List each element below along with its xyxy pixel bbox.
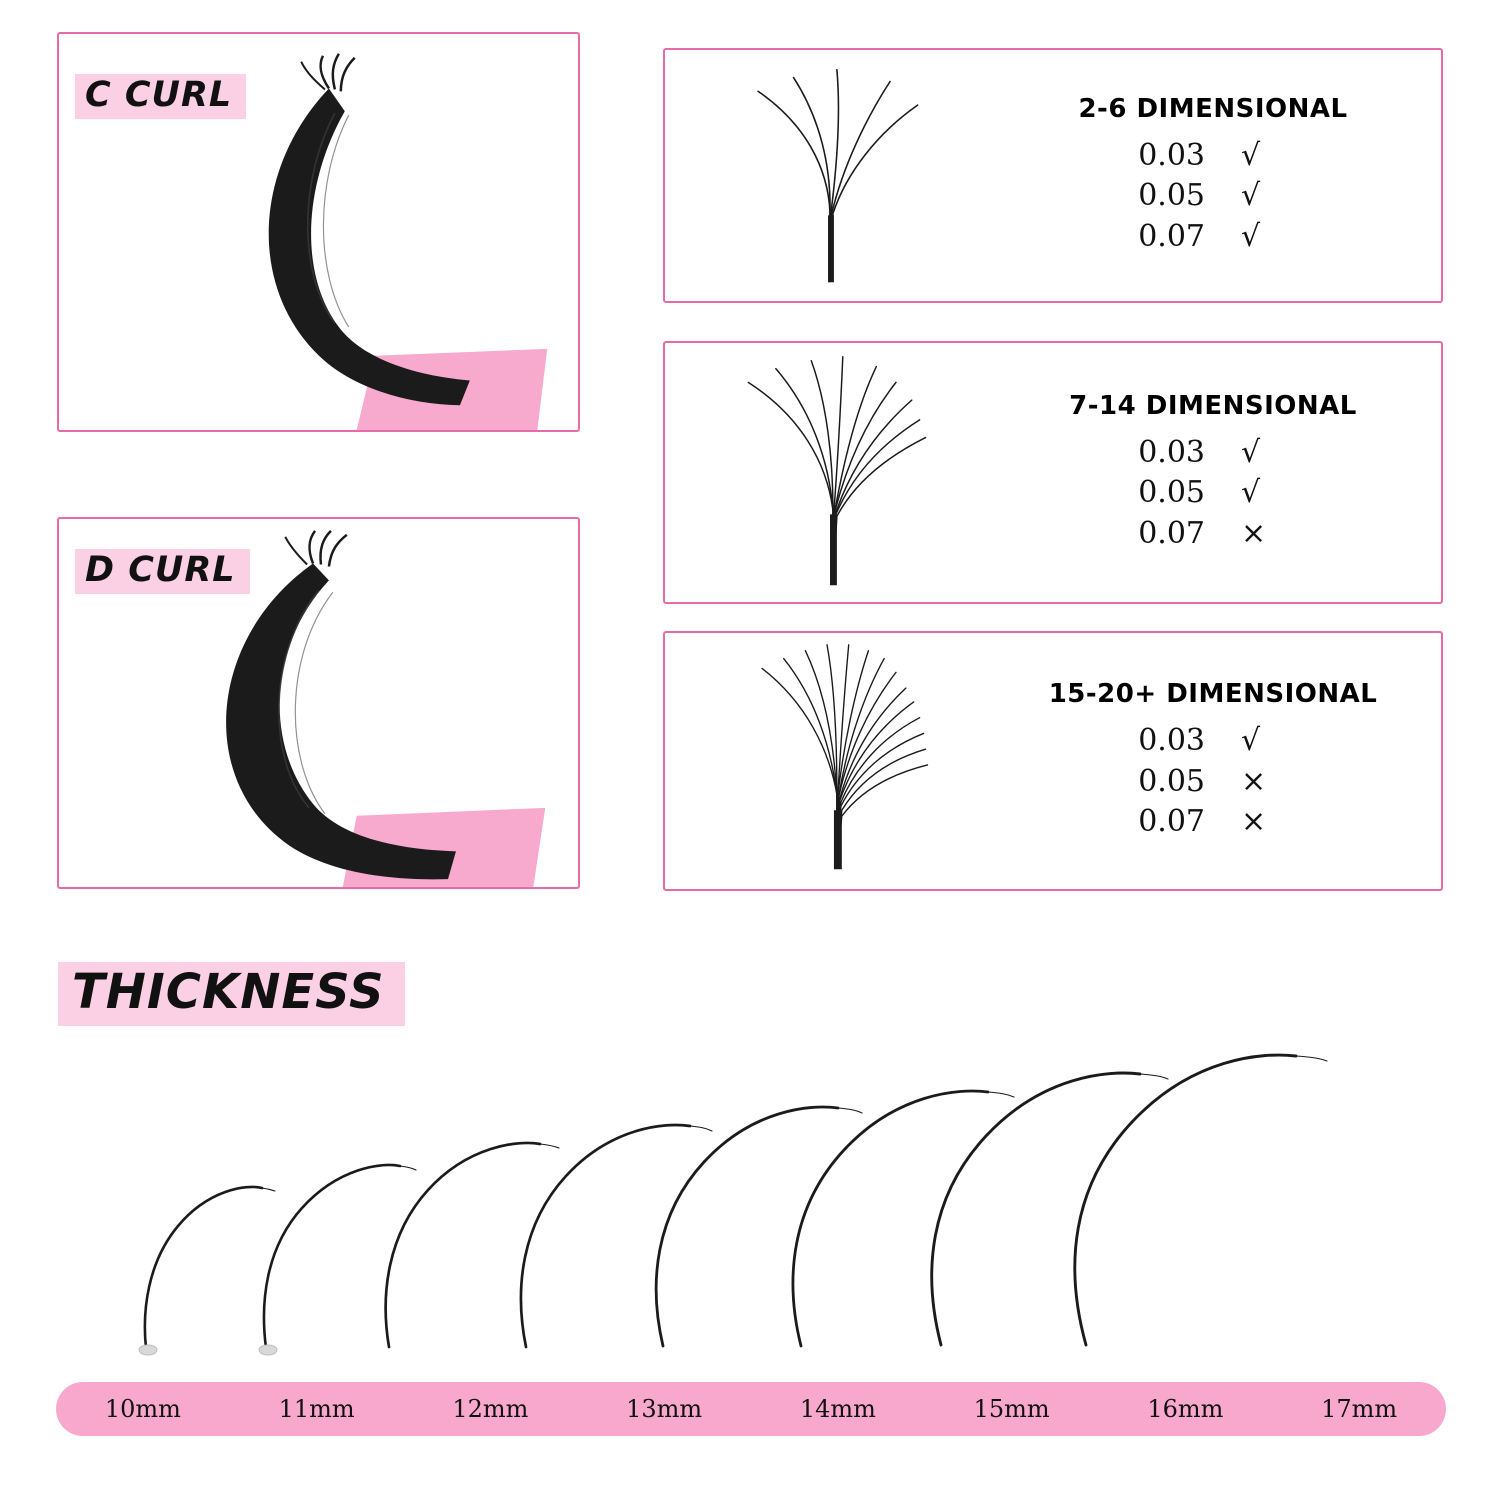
spec-row bbox=[995, 433, 1431, 474]
size-label: 13mm bbox=[626, 1395, 703, 1423]
dimensional-specs-7-14 bbox=[995, 391, 1441, 555]
spec-value: 0.03 bbox=[1138, 723, 1205, 759]
spec-value: 0.03 bbox=[1138, 137, 1205, 173]
spec-mark: √ bbox=[1241, 137, 1261, 173]
spec-value: 0.07 bbox=[1138, 218, 1205, 254]
spec-value: 0.03 bbox=[1138, 434, 1205, 470]
d-curl-label: D CURL bbox=[75, 549, 250, 594]
dimensional-title: 7-14 DIMENSIONAL bbox=[1069, 390, 1357, 421]
spec-row bbox=[995, 473, 1431, 514]
dimensional-title: 15-20+ DIMENSIONAL bbox=[1048, 679, 1378, 710]
spec-mark: √ bbox=[1241, 218, 1261, 254]
thickness-title: THICKNESS bbox=[58, 962, 405, 1026]
spec-mark: √ bbox=[1241, 434, 1261, 470]
fan-illustration-15-20 bbox=[665, 633, 995, 889]
dimensional-panel-15-20 bbox=[663, 631, 1443, 891]
spec-value: 0.05 bbox=[1138, 763, 1205, 799]
c-curl-panel bbox=[57, 32, 580, 432]
spec-row bbox=[995, 514, 1431, 555]
dimensional-panel-2-6 bbox=[663, 48, 1443, 303]
spec-value: 0.07 bbox=[1138, 804, 1205, 840]
spec-value: 0.05 bbox=[1138, 178, 1205, 214]
size-label: 10mm bbox=[104, 1395, 181, 1423]
spec-row bbox=[995, 176, 1431, 217]
spec-row bbox=[995, 136, 1431, 177]
spec-mark: √ bbox=[1241, 475, 1261, 511]
spec-mark: √ bbox=[1241, 178, 1261, 214]
spec-row bbox=[995, 802, 1431, 843]
c-curl-label: C CURL bbox=[75, 74, 246, 119]
spec-mark: × bbox=[1241, 763, 1267, 799]
dimensional-specs-15-20 bbox=[995, 679, 1441, 843]
lash-length-illustrations bbox=[56, 1010, 1446, 1360]
spec-mark: √ bbox=[1241, 723, 1261, 759]
size-label: 17mm bbox=[1321, 1395, 1398, 1423]
dimensional-title: 2-6 DIMENSIONAL bbox=[1078, 93, 1348, 124]
fan-illustration-2-6 bbox=[665, 50, 995, 301]
size-label: 12mm bbox=[452, 1395, 529, 1423]
dimensional-panel-7-14 bbox=[663, 341, 1443, 604]
spec-row bbox=[995, 721, 1431, 762]
fan-illustration-7-14 bbox=[665, 343, 995, 602]
d-curl-panel bbox=[57, 517, 580, 889]
spec-row bbox=[995, 762, 1431, 803]
size-label: 15mm bbox=[973, 1395, 1050, 1423]
size-label-bar bbox=[56, 1382, 1446, 1436]
spec-row bbox=[995, 217, 1431, 258]
size-label: 16mm bbox=[1147, 1395, 1224, 1423]
dimensional-specs-2-6 bbox=[995, 94, 1441, 258]
spec-mark: × bbox=[1241, 804, 1267, 840]
spec-mark: × bbox=[1241, 515, 1267, 551]
spec-value: 0.07 bbox=[1138, 515, 1205, 551]
size-label: 11mm bbox=[278, 1395, 355, 1423]
spec-value: 0.05 bbox=[1138, 475, 1205, 511]
size-label: 14mm bbox=[799, 1395, 876, 1423]
